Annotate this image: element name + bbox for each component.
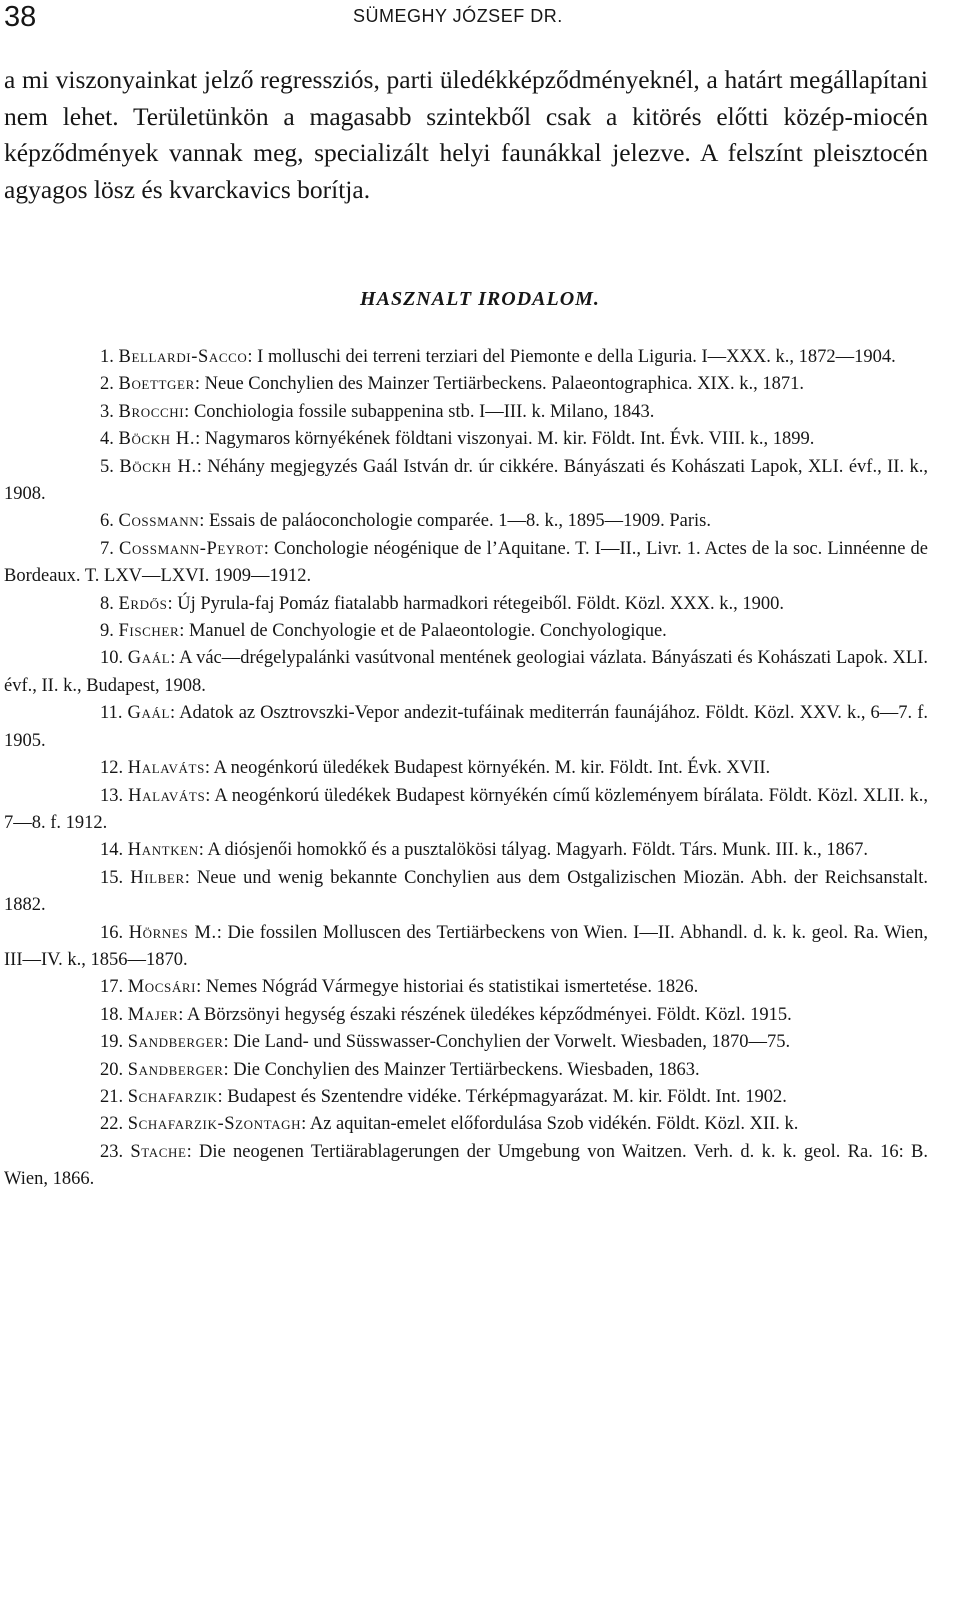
reference-number: 13.: [100, 785, 124, 806]
reference-item: [4, 1029, 928, 1056]
reference-author: Halaváts: [128, 785, 206, 806]
reference-item: [4, 1002, 928, 1029]
reference-text: A vác—drégelypalánki vasútvonal mentének geologiai vázlata. Bányászati és Kohászati Lapok. XLI. évf., II. k., Budapest, 1908.: [4, 648, 928, 696]
reference-separator: :: [184, 867, 197, 888]
reference-item: [4, 755, 928, 782]
reference-text: I molluschi dei terreni terziari del Piemonte e della Liguria. I—XXX. k., 1872—1904.: [257, 347, 896, 367]
reference-separator: :: [170, 703, 180, 724]
reference-separator: :: [217, 1086, 228, 1107]
reference-text: Conchiologia fossile subappenina stb. I—III. k. Milano, 1843.: [193, 401, 655, 422]
reference-author: Gaál: [127, 703, 170, 724]
reference-separator: :: [184, 401, 194, 422]
reference-number: 2.: [100, 374, 114, 395]
reference-separator: :: [263, 538, 274, 559]
reference-separator: :: [178, 1004, 188, 1025]
reference-text: Essais de paláoconchologie comparée. 1—8. k., 1895—1909. Paris.: [208, 511, 711, 532]
reference-author: Böckh H.: [118, 429, 196, 450]
reference-text: A neogénkorú üledékek Budapest környékén. M. kir. Földt. Int. Évk. XVII.: [213, 758, 771, 779]
reference-author: Gaál: [127, 648, 171, 669]
reference-number: 14.: [100, 840, 124, 861]
reference-item: [4, 591, 928, 618]
reference-separator: :: [223, 1059, 234, 1080]
reference-number: 8.: [100, 593, 114, 614]
reference-number: 15.: [100, 867, 124, 888]
reference-number: 23.: [100, 1141, 124, 1162]
reference-author: Erdős: [118, 593, 168, 614]
reference-author: Böckh H.: [119, 456, 197, 477]
reference-text: A neogénkorú üledékek Budapest környékén című közleményem bírálata. Földt. Közl. XLII. k., 7—8. f. 1912.: [4, 785, 928, 833]
reference-separator: :: [216, 922, 228, 943]
reference-author: Sandberger: [127, 1059, 224, 1080]
reference-text: Néhány megjegyzés Gaál István dr. úr cikkére. Bányászati és Kohászati Lapok, XLI. évf., II. k., 1908.: [4, 456, 929, 505]
body-paragraph: a mi viszonyainkat jelző regressziós, parti üledékképződményeknél, a határt megállapítani nem lehet. Területünkön a magasabb szintekből csak a kitörés előtti közép-miocén képződmények vannak meg, specializált helyi faunákkal jelezve. A felszínt pleisztocén agyagos lösz és kvarckavics borítja.: [4, 65, 928, 204]
reference-author: Cossmann-Peyrot: [119, 538, 264, 559]
reference-separator: :: [170, 648, 180, 669]
reference-separator: :: [194, 374, 205, 395]
reference-item: [4, 645, 928, 700]
reference-separator: :: [301, 1114, 310, 1135]
reference-text: Die Conchylien des Mainzer Tertiärbeckens. Wiesbaden, 1863.: [233, 1059, 700, 1080]
reference-number: 16.: [100, 922, 124, 943]
reference-number: 1.: [100, 347, 114, 367]
reference-text: Die fossilen Molluscen des Tertiärbeckens von Wien. I—II. Abhandl. d. k. k. geol. Ra. Wien, III—IV. k., 1856—1870.: [4, 922, 928, 970]
reference-separator: :: [196, 977, 206, 998]
section-title: HASZNALT IRODALOM.: [360, 288, 600, 310]
reference-item: [4, 508, 928, 535]
reference-number: 19.: [100, 1032, 124, 1053]
reference-author: Halaváts: [127, 758, 205, 779]
reference-item: [4, 837, 928, 864]
reference-number: 17.: [100, 977, 124, 998]
reference-text: Neue Conchylien des Mainzer Tertiärbeckens. Palaeontographica. XIX. k., 1871.: [204, 374, 805, 395]
reference-item: [4, 700, 928, 755]
reference-list: [4, 344, 928, 1194]
reference-author: Hilber: [130, 867, 185, 888]
reference-text: Új Pyrula-faj Pomáz fiatalabb harmadkori rétegeiből. Földt. Közl. XXX. k., 1900.: [177, 593, 785, 614]
reference-separator: :: [199, 511, 209, 532]
reference-item: [4, 974, 928, 1001]
reference-item: [4, 344, 928, 371]
reference-author: Schafarzik: [127, 1086, 218, 1107]
reference-author: Fischer: [118, 621, 180, 642]
reference-item: [4, 920, 928, 975]
running-head: SÜMEGHY JÓZSEF DR.: [353, 6, 563, 26]
reference-number: 18.: [100, 1004, 124, 1025]
reference-number: 11.: [100, 703, 123, 724]
reference-number: 7.: [100, 538, 114, 559]
reference-author: Brocchi: [118, 401, 185, 422]
reference-item: [4, 618, 928, 645]
reference-author: Mocsári: [127, 977, 197, 998]
page-number: 38: [4, 1, 37, 33]
reference-item: [4, 536, 928, 591]
reference-number: 6.: [100, 511, 114, 532]
reference-author: Hantken: [127, 840, 199, 861]
reference-item: [4, 1139, 928, 1194]
reference-number: 12.: [100, 758, 124, 779]
reference-text: Nemes Nógrád Vármegye historiai és statistikai ismertetése. 1826.: [205, 977, 699, 998]
reference-text: Die Land- und Süsswasser-Conchylien der Vorwelt. Wiesbaden, 1870—75.: [233, 1032, 791, 1053]
reference-number: 9.: [100, 621, 114, 642]
reference-number: 20.: [100, 1059, 124, 1080]
reference-separator: :: [179, 621, 189, 642]
reference-author: Boettger: [118, 374, 195, 395]
reference-number: 22.: [100, 1114, 124, 1135]
reference-item: [4, 454, 928, 509]
reference-author: Sandberger: [127, 1032, 224, 1053]
reference-separator: :: [195, 429, 205, 450]
reference-separator: :: [186, 1141, 200, 1162]
reference-separator: :: [204, 758, 214, 779]
reference-separator: :: [198, 840, 208, 861]
reference-number: 21.: [100, 1086, 124, 1107]
reference-text: A Börzsönyi hegység északi részének üledékes képződményei. Földt. Közl. 1915.: [187, 1004, 792, 1025]
reference-text: Die neogenen Tertiärablagerungen der Umgebung von Waitzen. Verh. d. k. k. geol. Ra. 16: B. Wien, 1866.: [4, 1141, 928, 1190]
reference-item: [4, 426, 928, 453]
reference-author: Hörnes M.: [128, 922, 217, 943]
reference-text: Az aquitan-emelet előfordulása Szob vidékén. Földt. Közl. XII. k.: [309, 1114, 799, 1135]
page-header: [0, 0, 945, 38]
reference-text: A diósjenői homokkő és a pusztalökösi tályag. Magyarh. Földt. Társ. Munk. III. k., 1867.: [207, 840, 868, 861]
reference-author: Cossmann: [118, 511, 200, 532]
reference-author: Stache: [130, 1141, 187, 1162]
reference-number: 10.: [100, 648, 124, 669]
reference-text: Adatok az Osztrovszki-Vepor andezit-tufáinak mediterrán faunájához. Földt. Közl. XXV. k., 6—7. f. 1905.: [4, 703, 928, 751]
reference-item: [4, 783, 928, 838]
reference-number: 3.: [100, 401, 114, 422]
reference-text: Budapest és Szentendre vidéke. Térképmagyarázat. M. kir. Földt. Int. 1902.: [227, 1086, 787, 1107]
reference-item: [4, 865, 928, 920]
reference-item: [4, 371, 928, 398]
reference-text: Manuel de Conchyologie et de Palaeontologie. Conchyologique.: [188, 621, 667, 642]
reference-text: Conchologie néogénique de l’Aquitane. T. I—II., Livr. 1. Actes de la soc. Linnéenne de Bordeaux. T. LXV—LXVI. 1909—1912.: [4, 538, 929, 587]
reference-separator: :: [167, 593, 178, 614]
reference-separator: :: [223, 1032, 234, 1053]
reference-author: Bellardi-Sacco: [118, 347, 248, 367]
reference-text: Neue und wenig bekannte Conchylien aus dem Ostgalizischen Miozän. Abh. der Reichsanstalt. 1882.: [4, 867, 929, 916]
reference-item: [4, 1084, 928, 1111]
reference-author: Majer: [127, 1004, 179, 1025]
reference-author: Schafarzik-Szontagh: [127, 1114, 302, 1135]
reference-item: [4, 1111, 928, 1138]
reference-item: [4, 1057, 928, 1084]
reference-number: 4.: [100, 429, 114, 450]
reference-text: Nagymaros környékének földtani viszonyai. M. kir. Földt. Int. Évk. VIII. k., 1899.: [204, 429, 815, 450]
reference-separator: :: [196, 456, 208, 477]
reference-item: [4, 399, 928, 426]
reference-number: 5.: [100, 456, 114, 477]
reference-separator: :: [205, 785, 215, 806]
reference-separator: :: [247, 347, 258, 367]
